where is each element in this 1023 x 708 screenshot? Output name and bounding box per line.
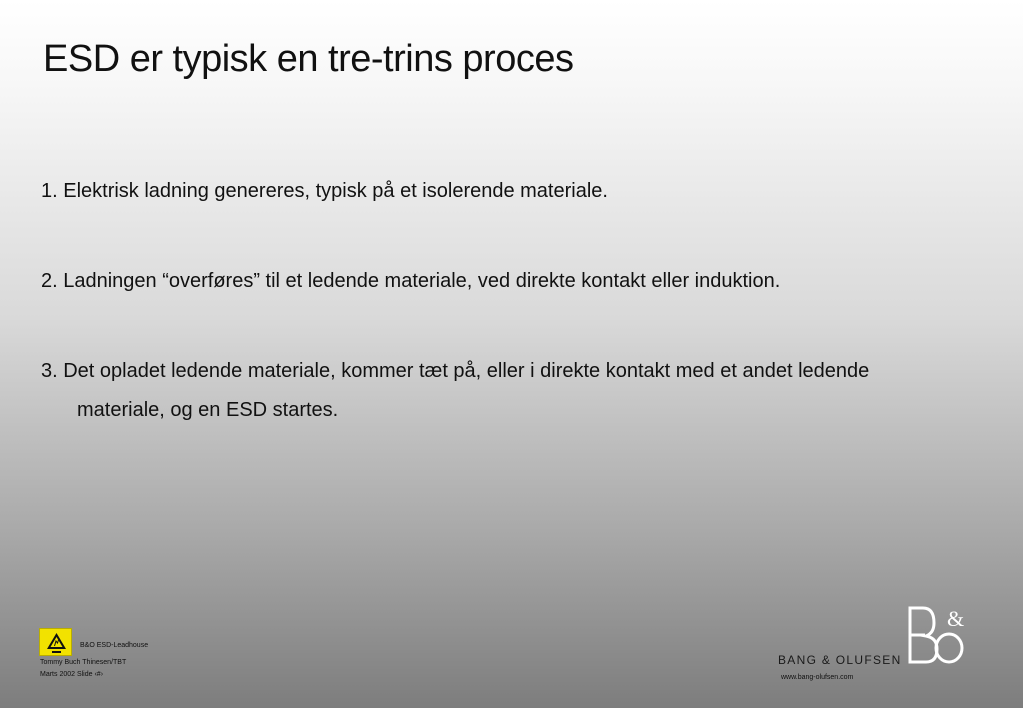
bullet-list	[41, 172, 921, 430]
esd-leadhouse-label: B&O ESD-Leadhouse	[80, 642, 149, 649]
brand-name: BANG & OLUFSEN	[778, 653, 902, 667]
footer-author: Tommy Buch Thinesen/TBT	[40, 659, 127, 666]
svg-text:&: &	[947, 606, 965, 631]
list-item: 1. Elektrisk ladning genereres, typisk på et isolerende materiale.	[41, 180, 608, 202]
website-url: www.bang-olufsen.com	[781, 674, 854, 681]
list-item: 2. Ladningen “overføres” til et ledende materiale, ved direkte kontakt eller induktion.	[41, 270, 781, 292]
slide-title: ESD er typisk en tre-trins proces	[43, 38, 574, 80]
bo-monogram-icon	[906, 604, 968, 668]
footer-date-slide: Marts 2002 Slide ‹#›	[40, 671, 104, 678]
esd-warning-icon	[39, 628, 72, 656]
list-item: 3. Det opladet ledende materiale, kommer tæt på, eller i direkte kontakt med et andet ledende materiale, og en ESD startes.	[41, 360, 870, 421]
